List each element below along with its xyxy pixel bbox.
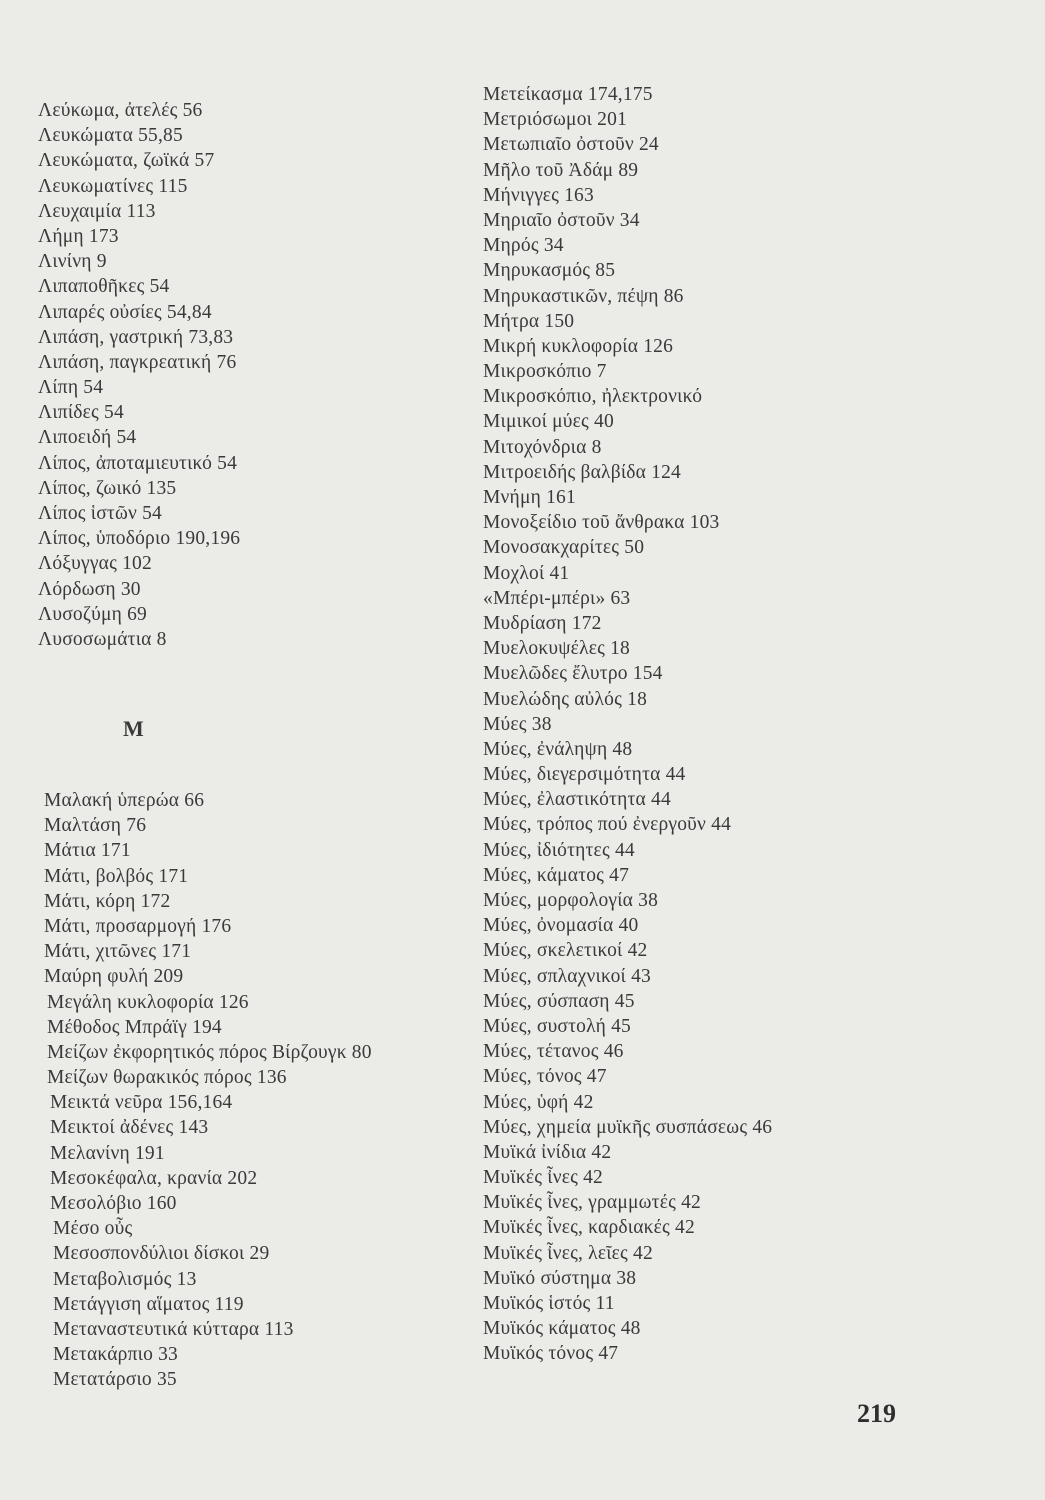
index-entry: Λευκώματα 55,85	[38, 125, 183, 147]
index-entry: Μηρός 34	[483, 235, 564, 257]
index-entry: Λίπος, ζωικό 135	[38, 477, 177, 499]
left-column-entries-mu	[44, 788, 372, 1393]
index-entry: Μύες, ἐνάληψη 48	[483, 738, 633, 760]
index-entry: Λιπίδες 54	[38, 402, 124, 424]
index-entry: Λευχαιμία 113	[38, 200, 156, 222]
index-entry: Μάτι, χιτῶνες 171	[44, 941, 192, 963]
index-entry: Μυϊκές ἶνες 42	[483, 1167, 603, 1189]
section-letter-heading: Μ	[123, 716, 144, 741]
index-entry: Μύες, ἰδιότητες 44	[483, 839, 635, 861]
index-entry: Λιπάση, γαστρική 73,83	[38, 326, 234, 348]
index-entry: Λυσοζύμη 69	[38, 603, 148, 625]
index-entry: Μυϊκός ἱστός 11	[483, 1293, 615, 1314]
index-entry: Μεταναστευτικά κύτταρα 113	[53, 1318, 294, 1340]
index-entry: Μεγάλη κυκλοφορία 126	[47, 991, 249, 1013]
index-entry: Μύες, μορφολογία 38	[483, 890, 659, 911]
index-entry: Μελανίνη 191	[50, 1142, 165, 1164]
index-entry: Μηρυκαστικῶν, πέψη 86	[483, 285, 684, 307]
index-entry: Μύες, σκελετικοί 42	[483, 940, 648, 962]
index-entry: Μεσολόβιο 160	[50, 1193, 177, 1214]
index-entry: Λίπη 54	[38, 377, 104, 399]
index-entry: «Μπέρι-μπέρι» 63	[483, 587, 631, 609]
index-entry: Μυϊκός κάματος 48	[483, 1318, 641, 1340]
index-entry: Μύες, σύσπαση 45	[483, 990, 635, 1012]
index-entry: Μικρή κυκλοφορία 126	[483, 335, 674, 357]
index-entry: Μύες, τόνος 47	[483, 1066, 607, 1088]
index-entry: Μικροσκόπιο, ἠλεκτρονικό	[483, 386, 703, 408]
index-entry: Μέσο οὖς	[53, 1218, 133, 1240]
index-entry: Μικροσκόπιο 7	[483, 361, 607, 383]
index-entry: Μαύρη φυλή 209	[44, 966, 184, 988]
index-entry: Λινίνη 9	[38, 251, 107, 273]
index-entry: Μύες, χημεία μυϊκῆς συσπάσεως 46	[483, 1116, 773, 1138]
index-entry: Μεσοκέφαλα, κρανία 202	[50, 1167, 258, 1189]
index-entry: Μείζων θωρακικός πόρος 136	[47, 1067, 287, 1089]
index-entry: Μύες, τέτανος 46	[483, 1041, 624, 1063]
index-entry: Λόρδωση 30	[38, 578, 141, 600]
index-entry: Μαλακή ὑπερώα 66	[44, 790, 205, 811]
index-entry: Μυδρίαση 172	[483, 612, 602, 634]
index-entry: Μεικτοί ἀδένες 143	[50, 1117, 209, 1139]
index-entry: Μήνιγγες 163	[483, 184, 594, 206]
index-entry: Μυελοκυψέλες 18	[483, 638, 631, 660]
index-entry: Λυσοσωμάτια 8	[38, 628, 167, 650]
index-entry: Μιμικοί μύες 40	[483, 411, 614, 433]
index-entry: Μηριαῖο ὀστοῦν 34	[483, 209, 640, 231]
index-entry: Μύες, σπλαχνικοί 43	[483, 965, 651, 987]
left-column-entries-lambda	[38, 98, 240, 652]
index-entry: Μύες, διεγερσιμότητα 44	[483, 764, 686, 786]
index-entry: Λίπος, ὑποδόριο 190,196	[38, 528, 241, 550]
index-entry: Μύες, κάματος 47	[483, 864, 630, 886]
index-entry: Μυελώδης αὐλός 18	[483, 688, 648, 710]
index-entry: Λευκωματίνες 115	[38, 175, 188, 197]
index-entry: Μιτροειδής βαλβίδα 124	[483, 461, 682, 483]
index-entry: Μιτοχόνδρια 8	[483, 436, 602, 458]
index-entry: Λευκώματα, ζωϊκά 57	[38, 150, 215, 172]
index-entry: Μυϊκές ἶνες, γραμμωτές 42	[483, 1192, 702, 1214]
index-entry: Μάτι, κόρη 172	[44, 890, 171, 912]
index-entry: Λίπος, ἀποταμιευτικό 54	[38, 452, 238, 474]
right-column-entries	[483, 82, 772, 1367]
index-entry: Μοχλοί 41	[483, 562, 570, 584]
index-entry: Μετριόσωμοι 201	[483, 109, 628, 131]
index-entry: Μυϊκές ἶνες, καρδιακές 42	[483, 1217, 695, 1239]
index-entry: Μύες 38	[483, 713, 552, 735]
index-entry: Μύες, ὑφή 42	[483, 1091, 594, 1113]
index-entry: Μετωπιαῖο ὀστοῦν 24	[483, 134, 659, 156]
index-entry: Μάτι, προσαρμογή 176	[44, 915, 232, 937]
index-entry: Λιπαποθῆκες 54	[38, 276, 170, 298]
index-entry: Λιπαρές οὐσίες 54,84	[38, 301, 212, 323]
index-entry: Μετάγγιση αἵματος 119	[53, 1293, 244, 1315]
index-entry: Μῆλο τοῦ Ἀδάμ 89	[483, 159, 639, 181]
index-entry: Λιπάση, παγκρεατική 76	[38, 351, 237, 373]
index-entry: Μυϊκός τόνος 47	[483, 1343, 619, 1365]
index-entry: Μύες, ὀνομασία 40	[483, 915, 639, 937]
index-entry: Μύες, τρόπος πού ἐνεργοῦν 44	[483, 814, 732, 836]
index-entry: Μάτι, βολβός 171	[44, 865, 189, 887]
index-entry: Μέθοδος Μπράϊγ 194	[47, 1016, 222, 1038]
index-entry: Μνήμη 161	[483, 487, 576, 508]
index-entry: Μονοξείδιο τοῦ ἄνθρακα 103	[483, 512, 720, 534]
index-entry: Λιποειδή 54	[38, 427, 137, 449]
index-entry: Μετακάρπιο 33	[53, 1344, 178, 1366]
index-entry: Μεσοσπονδύλιοι δίσκοι 29	[53, 1243, 270, 1265]
index-entry: Μυϊκά ἰνίδια 42	[483, 1141, 612, 1163]
index-entry: Λόξυγγας 102	[38, 553, 152, 575]
index-entry: Μύες, ἐλαστικότητα 44	[483, 789, 671, 811]
index-entry: Μονοσακχαρίτες 50	[483, 537, 645, 559]
index-entry: Μύες, συστολή 45	[483, 1015, 631, 1037]
index-entry: Λίπος ἱστῶν 54	[38, 503, 162, 524]
index-entry: Μηρυκασμός 85	[483, 260, 616, 282]
index-entry: Λεύκωμα, ἀτελές 56	[38, 100, 203, 121]
index-entry: Μήτρα 150	[483, 310, 575, 332]
index-entry: Μετατάρσιο 35	[53, 1369, 177, 1391]
index-entry: Μεταβολισμός 13	[53, 1268, 197, 1290]
index-entry: Μάτια 171	[44, 840, 131, 862]
index-entry: Μυϊκές ἶνες, λεῖες 42	[483, 1242, 653, 1264]
index-entry: Μείζων ἐκφορητικός πόρος Βίρζουγκ 80	[47, 1041, 372, 1063]
index-entry: Μυελῶδες ἔλυτρο 154	[483, 663, 663, 685]
index-entry: Λήμη 173	[38, 225, 119, 247]
index-entry: Μαλτάση 76	[44, 815, 147, 837]
index-entry: Μετείκασμα 174,175	[483, 84, 653, 105]
index-entry: Μεικτά νεῦρα 156,164	[50, 1092, 233, 1114]
page-number: 219	[857, 1399, 896, 1428]
index-entry: Μυϊκό σύστημα 38	[483, 1267, 637, 1289]
